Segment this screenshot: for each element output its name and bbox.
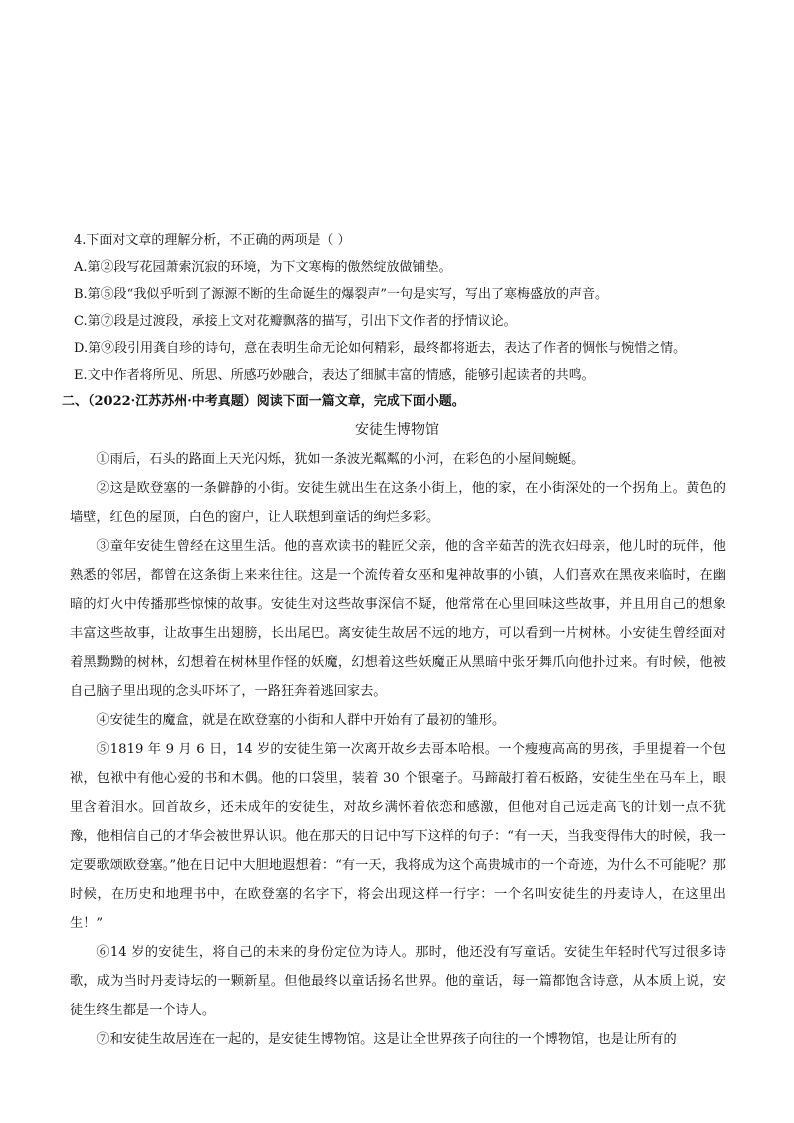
question-4-stem: 4.下面对文章的理解分析，不正确的两项是（ ） <box>74 233 351 248</box>
section-2-heading: 二、（2022·江苏苏州·中考真题）阅读下面一篇文章，完成下面小题。 <box>62 394 465 409</box>
paragraph-3: ③童年安徒生曾经在这里生活。他的喜欢读书的鞋匠父亲，他的含辛茹苦的洗衣妇母亲，他儿时的玩伴，他熟悉的邻居，都曾在这条街上来来往往。这是一个流传着女巫和鬼神故事的小镇，人们喜欢在黑夜来临时，在幽暗的灯火中传播那些惊悚的故事。安徒生对这些故事深信不疑，他常常在心里回味这些故事，并且用自己的想象丰富这些故事，让故事生出翅膀，长出尾巴。离安徒生故居不远的地方，可以看到一片树林。小安徒生曾经面对着黑黝黝的树林，幻想着在树林里作怪的妖魔，幻想着这些妖魔正从黑暗中张牙舞爪向他扑过来。有时候，他被自己脑子里出现的念头吓坏了，一路狂奔着逃回家去。 <box>70 539 726 699</box>
paragraph-5: ⑤1819 年 9 月 6 日，14 岁的安徒生第一次离开故乡去哥本哈根。一个瘦瘦高高的男孩，手里提着一个包袱，包袱中有他心爱的书和木偶。他的口袋里，装着 30 个银毫子。马蹄敲打着石板路，安徒生坐在马车上，眼里含着泪水。回首故乡，还未成年的安徒生，对故乡满怀着依恋和感激，但他对自己远走高飞的计划一点不犹豫，他相信自己的才华会被世界认识。他在那天的日记中写下这样的句子：“有一天，当我变得伟大的时候，我一定要歌颂欧登塞。”他在日记中大胆地遐想着：“有一天，我将成为这个高贵城市的一个奇迹，为什么不可能呢？那时候，在历史和地理书中，在欧登塞的名字下，将会出现这样一行字：一个名叫安徒生的丹麦诗人，在这里出生！” <box>70 742 726 931</box>
article-body <box>70 445 726 1054</box>
paragraph-7: ⑦和安徒生故居连在一起的，是安徒生博物馆。这是让全世界孩子向往的一个博物馆，也是让所有的 <box>96 1032 677 1047</box>
option-a: A.第②段写花园萧索沉寂的环境，为下文寒梅的傲然绽放做铺垫。 <box>74 260 452 275</box>
option-b: B.第⑤段“我似乎听到了源源不断的生命诞生的爆裂声”一句是实写，写出了寒梅盛放的声音。 <box>74 287 608 302</box>
option-c: C.第⑦段是过渡段，承接上文对花瓣飘落的描写，引出下文作者的抒情议论。 <box>74 314 517 329</box>
paragraph-1: ①雨后，石头的路面上天光闪烁，犹如一条波光粼粼的小河，在彩色的小屋间蜿蜒。 <box>96 452 585 467</box>
paragraph-4: ④安徒生的魔盒，就是在欧登塞的小街和人群中开始有了最初的雏形。 <box>96 713 506 728</box>
question-4-block <box>74 227 734 389</box>
option-d: D.第⑨段引用龚自珍的诗句，意在表明生命无论如何精彩，最终都将逝去，表达了作者的惆怅与惋惜之情。 <box>74 341 687 356</box>
option-e: E.文中作者将所见、所思、所感巧妙融合，表达了细腻丰富的情感，能够引起读者的共鸣。 <box>74 368 595 383</box>
paragraph-2: ②这是欧登塞的一条僻静的小街。安徒生就出生在这条小街上，他的家，在小街深处的一个拐角上。黄色的墙壁，红色的屋顶，白色的窗户，让人联想到童话的绚烂多彩。 <box>70 481 726 525</box>
paragraph-6: ⑥14 岁的安徒生，将自己的未来的身份定位为诗人。那时，他还没有写童话。安徒生年轻时代写过很多诗歌，成为当时丹麦诗坛的一颗新星。但他最终以童话扬名世界。他的童话，每一篇都饱含诗意，从本质上说，安徒生终生都是一个诗人。 <box>70 945 726 1018</box>
article-title: 安徒生博物馆 <box>355 422 439 438</box>
